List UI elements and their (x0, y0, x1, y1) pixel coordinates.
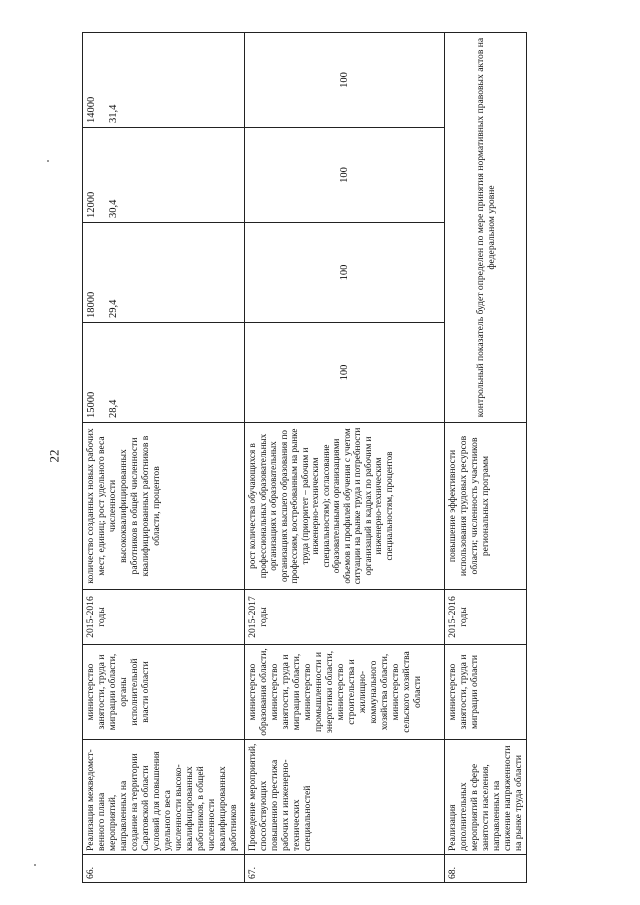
value-top: 15000 (86, 391, 97, 418)
value-bottom: 29,4 (108, 299, 119, 318)
value-cell-2017 (83, 128, 245, 223)
value-cell-2018 (245, 33, 445, 128)
indicator-cell: количество созданных новых рабочих мест, единиц; рост удельного веса численности высококвалифицированных работников в общей численности квалифицированных работников в области, процентов (83, 423, 245, 590)
control-note-cell: контрольный показатель будет определен по мере принятия нормативных правовых актов на федеральном уровне (445, 33, 527, 423)
value-cell-2018 (83, 33, 245, 128)
table-row (245, 33, 445, 883)
measure-cell: Проведение мероприятий, способствующих повышению престижа рабочих и инженерно-технических специальностей (245, 740, 445, 855)
scan-speck (47, 160, 49, 162)
page-number: 22 (46, 449, 62, 463)
executor-cell: министерство образования области, министерство занятости, труда и миграции области, министерство промышленности и энергетики области, министерство строительства и жилищно-коммунального хозяйства области, министерство сельского хозяйства области (245, 645, 445, 740)
value-top: 100 (339, 72, 350, 88)
rotated-table-container (82, 33, 522, 883)
period-cell: 2015-2017 годы (245, 590, 445, 645)
row-number: 67. (245, 855, 445, 883)
indicator-cell: повышение эффективности использования трудовых ресурсов области; численность участников региональных программ (445, 423, 527, 590)
table-row (83, 33, 245, 883)
value-cell-2016 (245, 223, 445, 323)
measures-table (82, 32, 527, 883)
period-cell: 2015-2016 годы (83, 590, 245, 645)
value-cell-2017 (245, 128, 445, 223)
table-row (445, 33, 527, 883)
value-top: 18000 (86, 291, 97, 318)
value-top: 100 (339, 264, 350, 281)
indicator-cell: рост количества обучающихся в профессиональных образовательных организациях и образовательных организациях высшего образования по профессиям, востребованным на рынке труда (приоритет – рабочим и инженерно-техническим специальностям); согласование образовательными организациями объемов и профилей обучения с учетом ситуации на рынке труда и потребности организаций в кадрах по рабочим и инженерно-техническим специальностям, процентов (245, 423, 445, 590)
value-top: 12000 (86, 191, 97, 218)
measure-cell: Реализация межведомст-венного плана мероприятий, направленных на создание на территории Саратовской области условий для повышения удельного веса численности высоко-квалифицированных работников, в общей численности квалифицированных работников (83, 740, 245, 855)
value-cell-2015 (83, 323, 245, 423)
value-top: 100 (339, 167, 350, 183)
value-cell-2015 (245, 323, 445, 423)
value-cell-2016 (83, 223, 245, 323)
executor-cell: министерство занятости, труда и миграции области, органы исполнительной власти области (83, 645, 245, 740)
row-number: 68. (445, 855, 527, 883)
value-top: 14000 (86, 96, 97, 123)
value-bottom: 30,4 (108, 199, 119, 218)
value-bottom: 28,4 (108, 399, 119, 418)
scan-speck (34, 864, 36, 866)
value-top: 100 (339, 364, 350, 381)
value-bottom: 31,4 (108, 104, 119, 123)
row-number: 66. (83, 855, 245, 883)
executor-cell: министерство занятости, труда и миграции области (445, 645, 527, 740)
period-cell: 2015-2016 годы (445, 590, 527, 645)
measure-cell: Реализация дополнительных мероприятий в сфере занятости населения, направленных на снижение напряженности на рынке труда области (445, 740, 527, 855)
